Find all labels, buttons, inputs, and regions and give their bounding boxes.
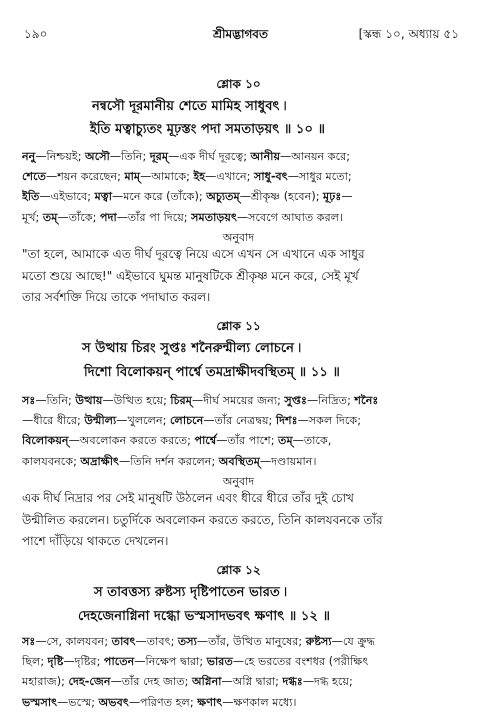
synonym-meaning: —আনয়ন করে; <box>280 150 351 163</box>
verse-10-synonyms <box>22 147 459 228</box>
synonym-word: তাবৎ <box>111 635 136 648</box>
translation-line: পাশে দাঁড়িয়ে থাকতে দেখলেন। <box>22 534 169 548</box>
synonym-line <box>22 652 459 672</box>
synonym-word: অদ্রাক্ষীৎ <box>80 454 120 468</box>
synonym-word: বিলোকয়ন্ <box>22 434 69 448</box>
synonym-meaning: —তাকে, <box>292 434 332 448</box>
translation-line: তার সর্বশক্তি দিয়ে তাকে পদাঘাত করল। <box>22 290 211 304</box>
synonym-meaning: — <box>341 190 353 204</box>
synonym-line <box>22 431 459 451</box>
translation-line: এক দীর্ঘ নিদ্রার পর সেই মানুষটি উঠলেন এবং ধীরে ধীরে তাঁর দুই চোখ <box>22 491 354 505</box>
synonym-meaning: —এখানে; <box>205 170 254 184</box>
verse-11-anuvad-label: অনুবাদ <box>222 475 255 488</box>
synonym-word: পাতেন <box>103 655 135 669</box>
synonym-word: দেহ-জেন <box>68 675 111 689</box>
verse-11-title: শ্লোক ১১ <box>216 319 261 333</box>
synonym-meaning: —ক্ষণকাল মধ্যে। <box>222 695 297 709</box>
synonym-word: সঃ <box>22 394 36 407</box>
synonym-word: তস্য <box>177 635 197 648</box>
synonym-word: পদা <box>99 210 117 224</box>
verse-11-synonyms <box>22 391 459 472</box>
synonym-word: অচ্যুতম্ <box>206 190 240 204</box>
synonym-meaning: —নিক্ষেপ দ্বারা; <box>134 655 207 669</box>
synonym-meaning: —ভস্মে; <box>57 695 99 709</box>
verse-10-translation <box>22 244 459 309</box>
synonym-meaning: —তাঁর নেত্রদ্বয়; <box>203 414 276 428</box>
synonym-word: তম্ <box>278 434 293 448</box>
book-title: শ্রীমদ্ভাগবত <box>212 27 268 41</box>
synonym-meaning: —নিদ্রিত; <box>306 394 355 407</box>
synonym-meaning: —উত্থিত হয়ে; <box>102 394 171 407</box>
synonym-word: চিরম্ <box>170 394 193 407</box>
synonym-meaning: —এক দীর্ঘ দূরত্বে; <box>168 150 251 163</box>
synonym-meaning: —তিনি দর্শন করলেন; <box>119 454 219 468</box>
synonym-meaning: —তিনি; <box>109 150 150 163</box>
synonym-word: উন্মীল্য <box>84 414 117 428</box>
synonym-word: ননু <box>22 150 36 163</box>
synonym-meaning: —তাঁর দেহ জাত; <box>110 675 192 689</box>
synonym-word: শনৈঃ <box>354 394 379 407</box>
synonym-meaning: —এইভাবে; <box>39 190 95 204</box>
synonym-word: উত্থায় <box>75 394 103 407</box>
synonym-word: দিশঃ <box>275 414 298 428</box>
verse-10-anuvad-label: অনুবাদ <box>222 231 255 244</box>
synonym-line <box>22 693 459 713</box>
synonym-meaning: —হে ভরতের বংশধর (পরীক্ষিৎ <box>232 655 369 669</box>
synonym-meaning: —তাঁর, উত্থিত মানুষের; <box>196 635 306 648</box>
synonym-word: মাম্ <box>124 170 141 184</box>
synonym-word: তম্ <box>42 210 58 224</box>
synonym-meaning: —ধীরে ধীরে; <box>22 414 85 428</box>
synonym-word: ভস্মসাৎ <box>22 695 58 709</box>
synonym-meaning: —শ্রীকৃষ্ণ (হবেন); <box>239 190 324 204</box>
verse-12-sanskrit-line-2: দেহজেনাগ্নিনা দগ্ধো ভস্মসাদভবৎ ক্ষণাৎ ॥ ১২ ॥ <box>78 609 331 624</box>
synonym-meaning: —তাঁর পাশে; <box>216 434 279 448</box>
page-number: ১৯০ <box>24 27 48 41</box>
synonym-meaning: —মনে করে (তাঁকে); <box>112 190 207 204</box>
synonym-line <box>22 452 459 472</box>
translation-line: মতো শুয়ে আছে!" এইভাবে ঘুমন্ত মানুষটিকে শ্রীকৃষ্ণ মনে করে, সেই মূর্খ <box>22 268 359 283</box>
synonym-word: আনীয় <box>250 150 281 163</box>
synonym-meaning: —অগ্নি দ্বারা; <box>221 675 283 689</box>
synonym-line <box>22 672 459 692</box>
synonym-word: ক্ষণাৎ <box>197 695 223 709</box>
synonym-meaning: —দৃষ্টির; <box>63 655 104 669</box>
verse-11-sanskrit-line-2: দিশো বিলোকয়ন্ পার্শ্বে তমদ্রাক্ষীদবস্থিতম্ ॥ ১১ ॥ <box>84 365 340 380</box>
synonym-meaning: —যে ক্রুদ্ধ <box>331 635 375 648</box>
synonym-line <box>22 187 459 207</box>
synonym-word: মূঢ়ঃ <box>323 190 342 204</box>
synonym-word: অবস্থিতম্ <box>218 454 260 468</box>
synonym-word: দগ্ধঃ <box>282 675 303 689</box>
translation-line: উন্মীলিত করলেন। চতুর্দিকে অবলোকন করতে করতে, তিনি কালযবনকে তাঁর <box>22 512 383 527</box>
synonym-meaning: ছিল; <box>22 655 48 669</box>
synonym-word: অসৌ <box>85 150 110 163</box>
chapter-location: [স্কন্ধ ১০, অধ্যায় ৫১ <box>358 27 459 41</box>
synonym-word: সমতাড়য়ৎ <box>191 210 237 224</box>
synonym-line <box>22 632 459 652</box>
synonym-word: সাধু-বৎ <box>253 170 288 184</box>
synonym-meaning: —আমাকে; <box>140 170 194 184</box>
synonym-meaning: —তিনি; <box>35 394 76 407</box>
synonym-word: রুষ্টস্য <box>305 635 332 648</box>
synonym-meaning: —তাবৎ; <box>135 635 178 648</box>
synonym-line <box>22 391 459 411</box>
verse-12-title: শ্লোক ১২ <box>216 563 261 577</box>
synonym-word: অগ্নিনা <box>191 675 222 689</box>
synonym-line <box>22 208 459 228</box>
synonym-meaning: মহারাজ); <box>22 675 69 689</box>
synonym-line <box>22 167 459 187</box>
synonym-meaning: —তাঁকে; <box>57 210 100 224</box>
synonym-meaning: —দগ্ধ হয়ে; <box>302 675 353 689</box>
synonym-meaning: কালযবনকে; <box>22 454 81 468</box>
verse-12-sanskrit-line-1: স তাবত্তস্য রুষ্টস্য দৃষ্টিপাতেন ভারত ৷ <box>94 585 287 600</box>
synonym-meaning: —অবলোকন করতে করতে; <box>68 434 195 448</box>
verse-11-sanskrit-line-1: স উত্থায় চিরং সুপ্তঃ শনৈরুন্মীল্য লোচনে ৷ <box>82 341 301 356</box>
synonym-word: দৃষ্টি <box>47 655 64 669</box>
synonym-word: ইতি <box>22 190 40 204</box>
synonym-word: সুপ্তঃ <box>284 394 307 407</box>
synonym-line <box>22 411 459 431</box>
synonym-meaning: —তাঁর পা দিয়ে; <box>116 210 192 224</box>
synonym-meaning: —দীর্ঘ সময়ের জন্য; <box>192 394 285 407</box>
verse-10-sanskrit-line-1: নন্বসৌ দূরমানীয় শেতে মামিহ সাধুবৎ ৷ <box>92 99 287 114</box>
synonym-word: দূরম্ <box>149 150 169 163</box>
synonym-meaning: —সে, কালযবন; <box>35 635 112 648</box>
translation-line: "তা হলে, আমাকে এত দীর্ঘ দূরত্বে নিয়ে এসে এখন সে এখানে এক সাধুর <box>22 247 365 261</box>
synonym-word: ইহ <box>193 170 206 184</box>
synonym-meaning: —নিশ্চয়ই; <box>35 150 86 163</box>
verse-10-title: শ্লোক ১০ <box>216 77 261 91</box>
synonym-meaning: —সকল দিকে; <box>297 414 362 428</box>
synonym-word: লোচনে <box>170 414 204 428</box>
synonym-meaning: মূর্খ; <box>22 210 43 224</box>
synonym-word: পার্শ্বে <box>194 434 217 448</box>
synonym-word: সঃ <box>22 635 36 648</box>
synonym-word: অভবৎ <box>98 695 129 709</box>
synonym-word: শেতে <box>22 170 47 184</box>
synonym-word: ভারত <box>206 655 233 669</box>
synonym-meaning: —সবেগে আঘাত করল। <box>236 210 344 224</box>
synonym-meaning: —শয়ন করেছেন; <box>46 170 125 184</box>
synonym-meaning: —পরিণত হল; <box>128 695 198 709</box>
page-header <box>22 26 459 42</box>
synonym-meaning: —দণ্ডায়মান। <box>259 454 317 468</box>
synonym-meaning: —সাধুর মতো; <box>287 170 352 184</box>
synonym-word: মত্বা <box>94 190 112 204</box>
verse-11-translation <box>22 488 459 553</box>
verse-12-synonyms <box>22 632 459 713</box>
synonym-meaning: —খুললেন; <box>116 414 170 428</box>
verse-10-sanskrit-line-2: ইতি মত্বাচ্যুতং মূঢ়স্তং পদা সমতাড়য়ৎ ॥ ১০ ॥ <box>90 122 326 137</box>
synonym-line <box>22 147 459 167</box>
